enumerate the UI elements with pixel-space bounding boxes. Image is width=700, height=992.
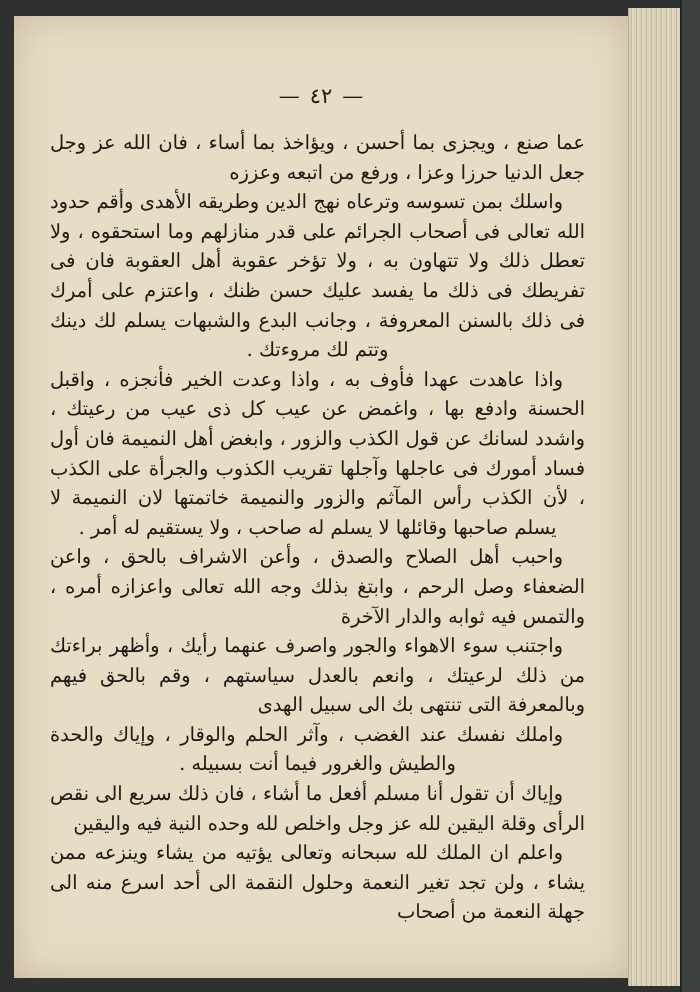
book-cover-edge	[680, 0, 700, 992]
paragraph-3: واذا عاهدت عهدا فأوف به ، واذا وعدت الخير فأنجزه ، واقبل الحسنة وادفع بها ، واغمض عن عيب كل ذى عيب من رعيتك ، واشدد لسانك عن قول الكذب والزور ، وابغض أهل النميمة فان أول فساد أمورك فى عاجلها وآجلها تقريب الكذوب والجرأة على الكذب ، لأن الكذب رأس المآثم والزور والنميمة خاتمتها لان النميمة لا يسلم صاحبها وقائلها لا يسلم له صاحب ، ولا يستقيم له أمر .	[50, 367, 585, 539]
page-number-text: ٤٢	[309, 84, 333, 108]
page-edges	[628, 8, 681, 986]
book-page	[14, 16, 628, 978]
paragraph-7: وإياك أن تقول أنا مسلم أفعل ما أشاء ، فان ذلك سريع الى نقص الرأى وقلة اليقين لله عز وجل واخلص لله وحده النية فيه واليقين	[50, 782, 585, 835]
paragraph-6: واملك نفسك عند الغضب ، وآثر الحلم والوقار ، وإياك والحدة والطيش والغرور فيما أنت بسبيله .	[50, 722, 563, 776]
paragraph-2: واسلك بمن تسوسه وترعاه نهج الدين وطريقه الأهدى وأقم حدود الله تعالى فى أصحاب الجرائم على قدر منازلهم وما استحقوه ، ولا تعطل ذلك ولا تتهاون به ، ولا تؤخر عقوبة أهل العقوبة فان فى تفريطك فى ذلك ما يفسد عليك حسن ظنك ، واعتزم على أمرك فى ذلك بالسنن المعروفة ، وجانب البدع والشبهات يسلم لك دينك وتتم لك مروءتك .	[50, 190, 585, 362]
paragraph-5: واجتنب سوء الاهواء والجور واصرف عنهما رأيك ، وأظهر براءتك من ذلك لرعيتك ، وانعم بالعدل سياستهم ، وقم بالحق فيهم وبالمعرفة التى تنتهى بك الى سبيل الهدى	[50, 634, 585, 717]
paragraph-4: واحبب أهل الصلاح والصدق ، وأعن الاشراف بالحق ، واعن الضعفاء وصل الرحم ، وابتغ بذلك وجه الله تعالى واعزازه أمره ، والتمس فيه ثوابه والدار الآخرة	[50, 545, 585, 628]
dash-left: —	[342, 84, 364, 108]
dash-right: —	[278, 84, 300, 108]
paragraph-8: واعلم ان الملك لله سبحانه وتعالى يؤتيه من يشاء وينزعه ممن يشاء ، ولن تجد تغير النعمة وحلول النقمة الى أحد اسرع منه الى جهلة النعمة من أصحاب	[50, 841, 585, 924]
paragraph-1: عما صنع ، ويجزى بما أحسن ، ويؤاخذ بما أساء ، فان الله عز وجل جعل الدنيا حرزا وعزا ، ورفع من اتبعه وعززه	[50, 131, 585, 184]
page-number	[14, 84, 628, 108]
text-body	[50, 128, 585, 927]
